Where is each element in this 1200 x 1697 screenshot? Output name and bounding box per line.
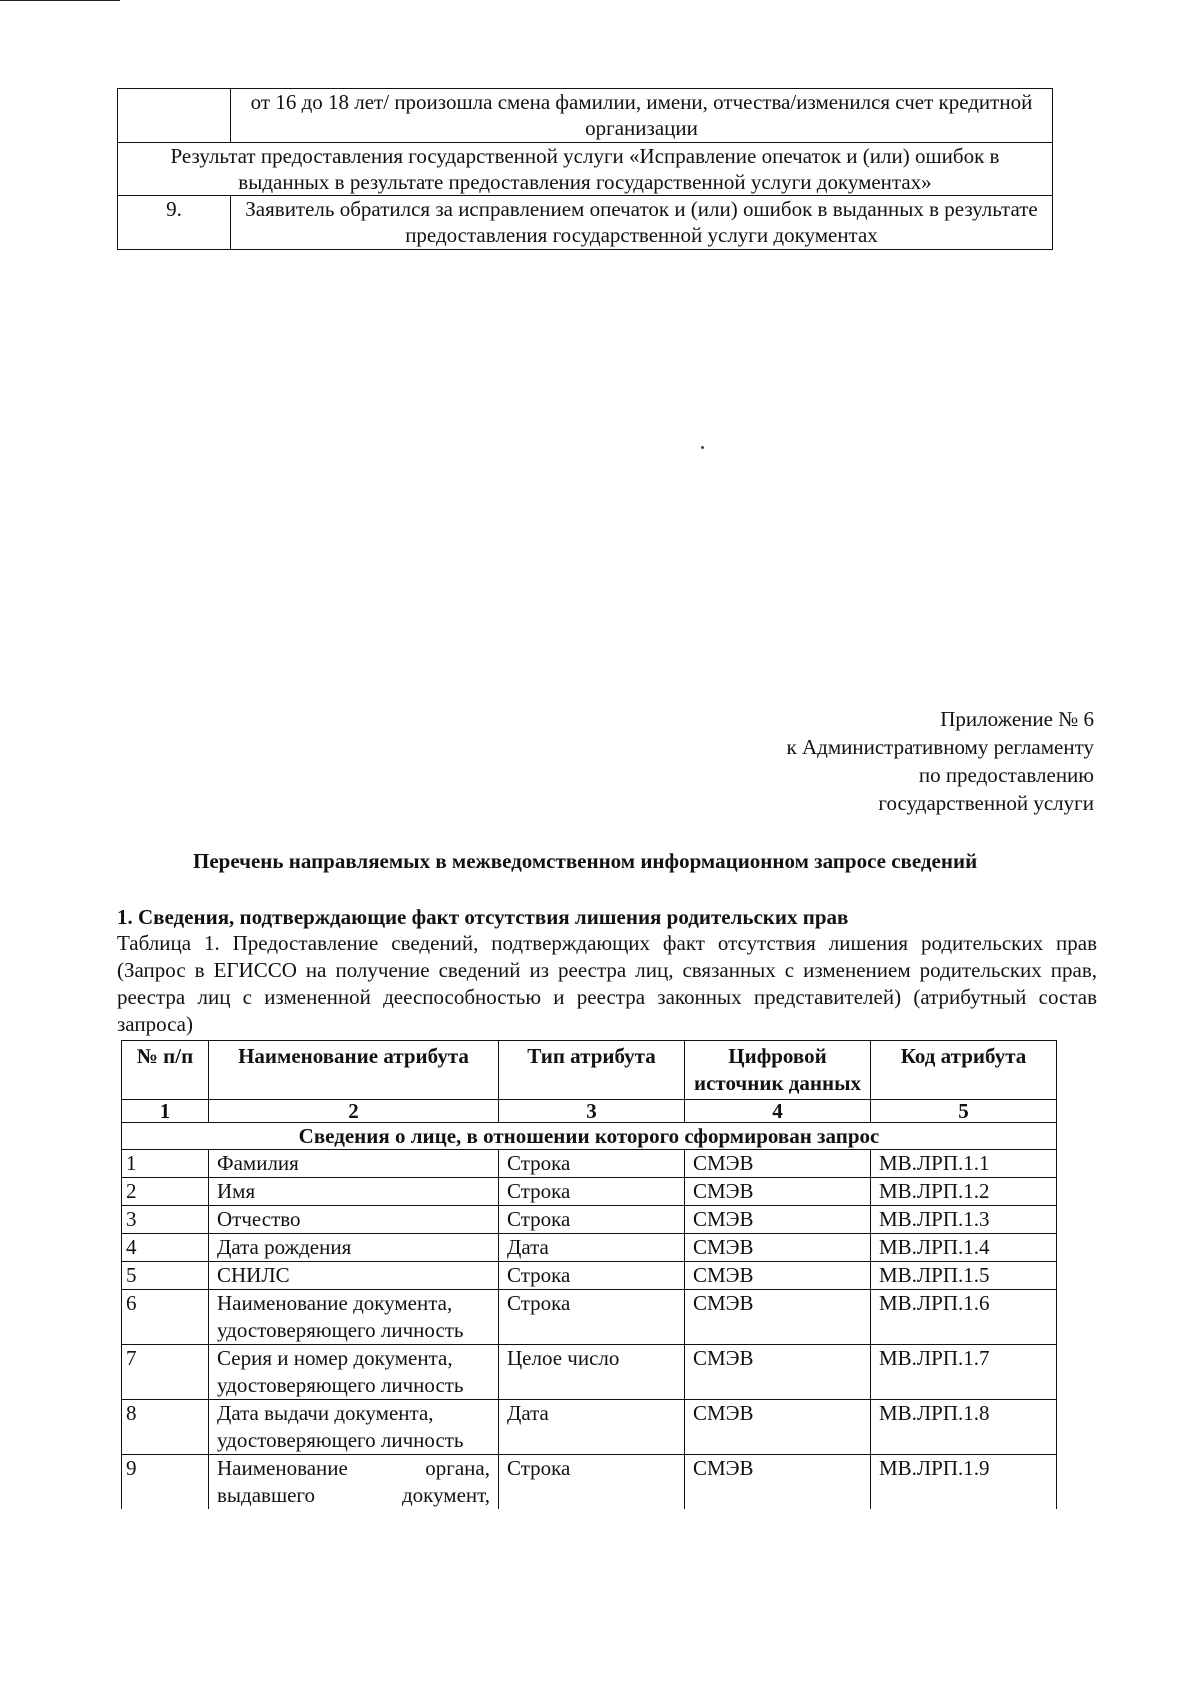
section-row-cell: Сведения о лице, в отношении которого сформирован запрос [122,1123,1057,1150]
data-source-cell: СМЭВ [685,1262,871,1290]
table-row [122,1178,1057,1206]
section-row [122,1123,1057,1150]
table-row [122,1290,1057,1345]
row-number-cell: 5 [122,1262,209,1290]
attribute-name-cell: Серия и номер документа, удостоверяющего личность [209,1345,499,1400]
attribute-type-cell: Дата [499,1234,685,1262]
data-source-cell: СМЭВ [685,1150,871,1178]
data-source-cell: СМЭВ [685,1400,871,1455]
attribute-code-cell: МВ.ЛРП.1.9 [871,1455,1057,1510]
row-number-cell: 8 [122,1400,209,1455]
attribute-code-cell: МВ.ЛРП.1.5 [871,1262,1057,1290]
attribute-type-cell: Строка [499,1206,685,1234]
attribute-name-cell: Имя [209,1178,499,1206]
document-title: Перечень направляемых в межведомственном информационном запросе сведений [193,849,978,873]
row-number-cell: 3 [122,1206,209,1234]
attribute-type-cell: Строка [499,1178,685,1206]
table-row [122,1150,1057,1178]
attribute-type-cell: Дата [499,1400,685,1455]
header-cell: Наименование атрибута [209,1041,499,1100]
continuation-cell: от 16 до 18 лет/ произошла смена фамилии, имени, отчества/изменился счет кредитной организации [231,89,1053,143]
column-number-cell: 4 [685,1100,871,1123]
data-source-cell: СМЭВ [685,1206,871,1234]
appendix-block [787,705,1094,817]
column-number-row [122,1100,1057,1123]
attribute-code-cell: МВ.ЛРП.1.4 [871,1234,1057,1262]
attribute-name-cell: Наименование документа, удостоверяющего личность [209,1290,499,1345]
appendix-line: государственной услуги [878,791,1094,815]
attribute-type-cell: Строка [499,1455,685,1510]
attribute-name-cell: Наименование органа, выдавшего документ, [209,1455,499,1510]
attribute-code-cell: МВ.ЛРП.1.1 [871,1150,1057,1178]
attribute-name-cell: Дата выдачи документа, удостоверяющего личность [209,1400,499,1455]
column-number-cell: 1 [122,1100,209,1123]
data-source-cell: СМЭВ [685,1455,871,1510]
top-continuation-table [117,88,1053,250]
result-heading-cell: Результат предоставления государственной услуги «Исправление опечаток и (или) ошибок в выданных в результате предоставления государственной услуги документах» [118,142,1053,196]
attribute-name-cell: Отчество [209,1206,499,1234]
table-cell-empty [118,89,231,143]
row-number-cell: 9. [118,196,231,250]
attribute-name-cell: Дата рождения [209,1234,499,1262]
header-cell: Цифровой источник данных [685,1041,871,1100]
attribute-code-cell: МВ.ЛРП.1.8 [871,1400,1057,1455]
table-row [122,1455,1057,1510]
scan-edge-line [0,0,120,1]
header-cell: № п/п [122,1041,209,1100]
attribute-name-cell: СНИЛС [209,1262,499,1290]
row-number-cell: 4 [122,1234,209,1262]
attribute-code-cell: МВ.ЛРП.1.7 [871,1345,1057,1400]
table-row [122,1206,1057,1234]
attribute-type-cell: Целое число [499,1345,685,1400]
attribute-type-cell: Строка [499,1150,685,1178]
attribute-code-cell: МВ.ЛРП.1.6 [871,1290,1057,1345]
table-row [122,1400,1057,1455]
column-number-cell: 2 [209,1100,499,1123]
row-number-cell: 1 [122,1150,209,1178]
table-row [118,89,1053,143]
table-row [122,1234,1057,1262]
appendix-line: по предоставлению [918,763,1094,787]
attribute-type-cell: Строка [499,1262,685,1290]
header-cell: Код атрибута [871,1041,1057,1100]
column-number-cell: 5 [871,1100,1057,1123]
row-number-cell: 9 [122,1455,209,1510]
header-cell: Тип атрибута [499,1041,685,1100]
appendix-line: Приложение № 6 [940,707,1094,731]
table-row [122,1262,1057,1290]
table-row [118,142,1053,196]
appendix-line: к Административному регламенту [786,735,1094,759]
attribute-code-cell: МВ.ЛРП.1.2 [871,1178,1057,1206]
data-source-cell: СМЭВ [685,1178,871,1206]
row-text-cell: Заявитель обратился за исправлением опечаток и (или) ошибок в выданных в результате предоставления государственной услуги документах [231,196,1053,250]
attribute-name-cell: Фамилия [209,1150,499,1178]
table-row [118,196,1053,250]
row-number-cell: 7 [122,1345,209,1400]
row-number-cell: 6 [122,1290,209,1345]
attributes-table [121,1040,1057,1509]
data-source-cell: СМЭВ [685,1290,871,1345]
scan-dot [701,446,704,449]
attribute-code-cell: МВ.ЛРП.1.3 [871,1206,1057,1234]
row-number-cell: 2 [122,1178,209,1206]
section-heading: 1. Сведения, подтверждающие факт отсутствия лишения родительских прав [117,905,849,929]
table-header-row [122,1041,1057,1100]
column-number-cell: 3 [499,1100,685,1123]
table-caption: Таблица 1. Предоставление сведений, подтверждающих факт отсутствия лишения родительских прав (Запрос в ЕГИССО на получение сведений из реестра лиц, связанных с изменением родительских прав, реестра лиц с измененной дееспособностью и реестра законных представителей) (атрибутный состав запроса) [117,931,1097,1036]
data-source-cell: СМЭВ [685,1234,871,1262]
data-source-cell: СМЭВ [685,1345,871,1400]
attribute-type-cell: Строка [499,1290,685,1345]
table-row [122,1345,1057,1400]
